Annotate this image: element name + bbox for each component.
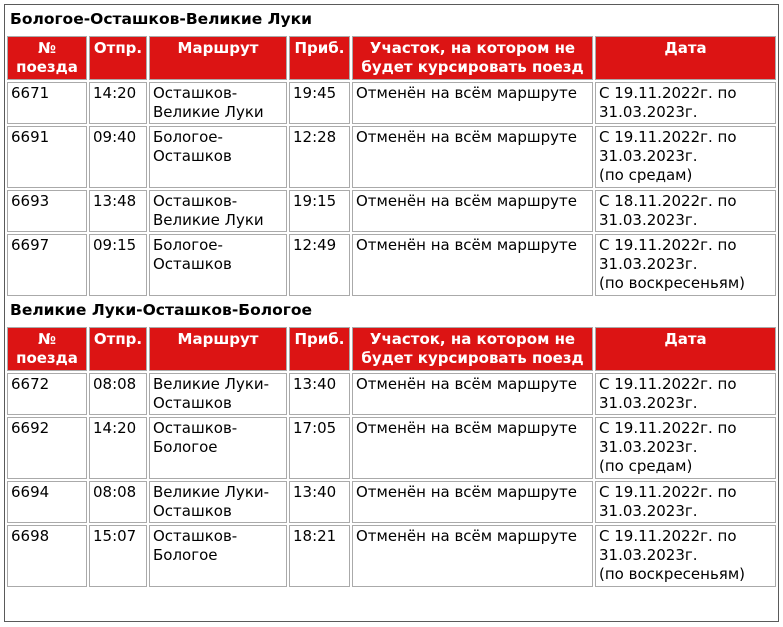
route: Бологое-Осташков [149,126,287,188]
route: Великие Луки-Осташков [149,481,287,523]
date-range-end: 31.03.2023г. [599,438,698,456]
table-row [7,417,776,479]
train-number: 6692 [7,417,87,479]
date-range-end: 31.03.2023г. [599,394,698,412]
cancel-section: Отменён на всём маршруте [352,373,593,415]
departure-time: 14:20 [89,82,147,124]
header-date: Дата [595,36,776,80]
route: Бологое-Осташков [149,234,287,296]
departure-time: 15:07 [89,525,147,587]
date-note: (по воскресеньям) [599,565,745,583]
date-cell [595,373,776,415]
train-number: 6671 [7,82,87,124]
date-range-start: С 19.11.2022г. по [599,375,737,393]
header-route: Маршрут [149,327,287,371]
header-row [7,36,776,80]
train-number: 6698 [7,525,87,587]
train-number: 6672 [7,373,87,415]
header-train-number: № поезда [7,36,87,80]
cancel-section: Отменён на всём маршруте [352,82,593,124]
cancel-section: Отменён на всём маршруте [352,525,593,587]
table-row [7,481,776,523]
train-number: 6697 [7,234,87,296]
departure-time: 08:08 [89,481,147,523]
header-route: Маршрут [149,36,287,80]
date-range-start: С 19.11.2022г. по [599,128,737,146]
header-arrival: Приб. [289,36,350,80]
header-section: Участок, на котором не будет курсировать поезд [352,36,593,80]
table-row [7,190,776,232]
route: Осташков-Бологое [149,525,287,587]
date-range-start: С 19.11.2022г. по [599,419,737,437]
section-title: Бологое-Осташков-Великие Луки [10,10,313,28]
cancel-section: Отменён на всём маршруте [352,126,593,188]
date-cell [595,481,776,523]
date-range-end: 31.03.2023г. [599,103,698,121]
cancel-section: Отменён на всём маршруте [352,190,593,232]
arrival-time: 13:40 [289,373,350,415]
date-range-start: С 19.11.2022г. по [599,84,737,102]
arrival-time: 12:28 [289,126,350,188]
arrival-time: 19:15 [289,190,350,232]
date-cell [595,417,776,479]
date-note: (по средам) [599,457,693,475]
schedule-table [5,5,778,589]
route: Осташков-Бологое [149,417,287,479]
train-number: 6694 [7,481,87,523]
date-range-end: 31.03.2023г. [599,546,698,564]
date-range-end: 31.03.2023г. [599,502,698,520]
date-range-start: С 19.11.2022г. по [599,483,737,501]
arrival-time: 17:05 [289,417,350,479]
date-cell [595,190,776,232]
table-row [7,82,776,124]
departure-time: 08:08 [89,373,147,415]
date-cell [595,234,776,296]
header-departure: Отпр. [89,36,147,80]
date-cell [595,126,776,188]
departure-time: 09:15 [89,234,147,296]
header-train-number: № поезда [7,327,87,371]
route: Осташков-Великие Луки [149,82,287,124]
header-departure: Отпр. [89,327,147,371]
table-row [7,234,776,296]
date-range-end: 31.03.2023г. [599,147,698,165]
table-row [7,525,776,587]
section-title-row [7,7,776,34]
arrival-time: 19:45 [289,82,350,124]
arrival-time: 18:21 [289,525,350,587]
header-date: Дата [595,327,776,371]
table-row [7,126,776,188]
header-section: Участок, на котором не будет курсировать поезд [352,327,593,371]
departure-time: 14:20 [89,417,147,479]
section-title: Великие Луки-Осташков-Бологое [10,301,313,319]
section-title-row [7,298,776,325]
table-row [7,373,776,415]
arrival-time: 12:49 [289,234,350,296]
header-row [7,327,776,371]
route: Великие Луки-Осташков [149,373,287,415]
date-range-end: 31.03.2023г. [599,255,698,273]
date-note: (по воскресеньям) [599,274,745,292]
header-arrival: Приб. [289,327,350,371]
departure-time: 09:40 [89,126,147,188]
train-number: 6691 [7,126,87,188]
date-range-end: 31.03.2023г. [599,211,698,229]
schedule-container [4,4,779,622]
arrival-time: 13:40 [289,481,350,523]
cancel-section: Отменён на всём маршруте [352,481,593,523]
route: Осташков-Великие Луки [149,190,287,232]
cancel-section: Отменён на всём маршруте [352,234,593,296]
date-cell [595,82,776,124]
cancel-section: Отменён на всём маршруте [352,417,593,479]
date-cell [595,525,776,587]
train-number: 6693 [7,190,87,232]
date-note: (по средам) [599,166,693,184]
date-range-start: С 18.11.2022г. по [599,192,737,210]
date-range-start: С 19.11.2022г. по [599,236,737,254]
departure-time: 13:48 [89,190,147,232]
date-range-start: С 19.11.2022г. по [599,527,737,545]
